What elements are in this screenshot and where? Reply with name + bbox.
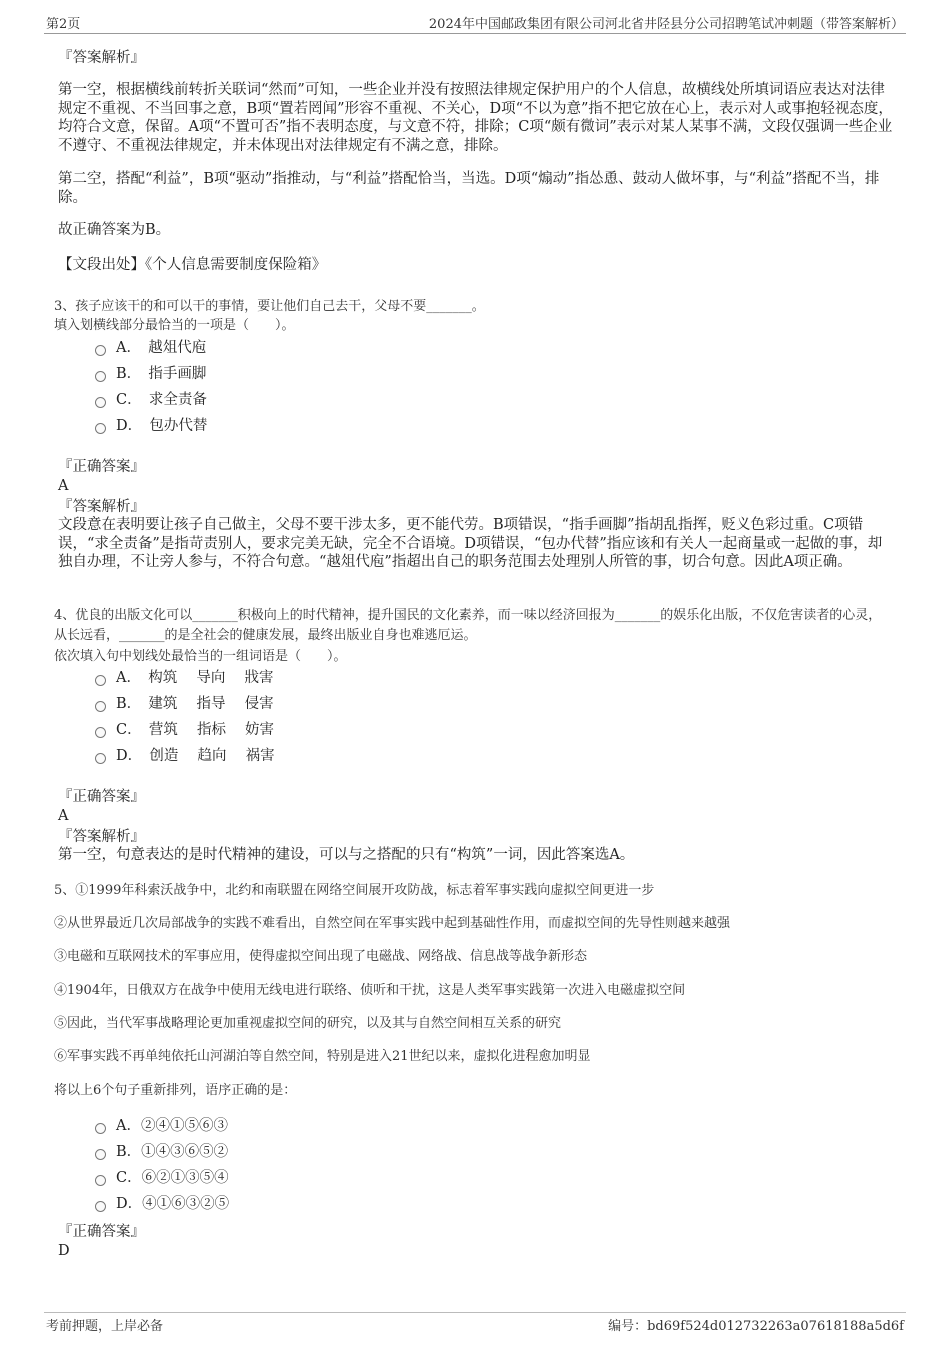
q5-answer-label: 『正确答案』 xyxy=(58,1224,145,1240)
radio-button[interactable] xyxy=(95,701,106,712)
q4-analysis: 第一空，句意表达的是时代精神的建设，可以与之搭配的只有“构筑”一词，因此答案选A。 xyxy=(58,847,635,863)
q3-analysis-label: 『答案解析』 xyxy=(58,499,145,515)
q5-prompt: 将以上6个句子重新排列，语序正确的是： xyxy=(54,1083,297,1098)
radio-button[interactable] xyxy=(95,1201,106,1212)
q4-prompt: 依次填入句中划线处最恰当的一组词语是（ ）。 xyxy=(54,649,347,664)
radio-button[interactable] xyxy=(95,397,106,408)
radio-button[interactable] xyxy=(95,753,106,764)
radio-button[interactable] xyxy=(95,423,106,434)
document-id: 编号：bd69f524d012732263a07618188a5d6f xyxy=(608,1319,904,1334)
radio-button[interactable] xyxy=(95,1175,106,1186)
q5-sentence-5: ⑤因此，当代军事战略理论更加重视虚拟空间的研究，以及其与自然空间相互关系的研究 xyxy=(54,1016,562,1031)
q3-prompt: 填入划横线部分最恰当的一项是（ ）。 xyxy=(54,318,295,333)
q4-stem: 4、优良的出版文化可以_______积极向上的时代精神，提升国民的文化素养，而一味以经济回报为_______的娱乐化出版，不仅危害读者的心灵，从长远看，_______的是全社会的健康发展，最终出版业自身也难逃厄运。 xyxy=(54,608,882,643)
q3-stem: 3、孩子应该干的和可以干的事情，要让他们自己去干，父母不要_______。 xyxy=(54,299,485,314)
q4-analysis-label: 『答案解析』 xyxy=(58,829,145,845)
footer-slogan: 考前押题，上岸必备 xyxy=(46,1319,164,1334)
q2-analysis-p2: 第二空，搭配“利益”，B项“驱动”指推动，与“利益”搭配恰当，当选。D项“煽动”指怂恿、鼓动人做坏事，与“利益”搭配不当，排除。 xyxy=(58,171,880,206)
q3-option-d[interactable]: D． 包办代替 xyxy=(95,416,207,436)
q4-option-c[interactable]: C． 营筑 指标 妨害 xyxy=(95,720,274,740)
q5-option-c[interactable]: C．⑥②①③⑤④ xyxy=(95,1168,229,1188)
q3-answer-label: 『正确答案』 xyxy=(58,459,145,475)
page-header xyxy=(44,13,906,34)
page-footer xyxy=(44,1312,906,1335)
q2-analysis-label: 『答案解析』 xyxy=(58,50,145,66)
q2-answer-conclusion: 故正确答案为B。 xyxy=(58,222,171,238)
q2-source: 【文段出处】《个人信息需要制度保险箱》 xyxy=(58,257,327,273)
q3-option-a[interactable]: A． 越俎代庖 xyxy=(95,338,206,358)
q4-option-d[interactable]: D． 创造 趋向 祸害 xyxy=(95,746,275,766)
radio-button[interactable] xyxy=(95,727,106,738)
document-title: 2024年中国邮政集团有限公司河北省井陉县分公司招聘笔试冲刺题（带答案解析） xyxy=(428,17,904,32)
q5-option-a[interactable]: A．②④①⑤⑥③ xyxy=(95,1116,228,1136)
q5-answer: D xyxy=(58,1243,70,1259)
q3-option-c[interactable]: C． 求全责备 xyxy=(95,390,207,410)
q4-option-b[interactable]: B． 建筑 指导 侵害 xyxy=(95,694,274,714)
radio-button[interactable] xyxy=(95,1123,106,1134)
page-number: 第2页 xyxy=(46,17,81,32)
q2-analysis-p1: 第一空，根据横线前转折关联词“然而”可知，一些企业并没有按照法律规定保护用户的个人信息，故横线处所填词语应表达对法律规定不重视、不当回事之意，B项“置若罔闻”形容不重视、不关心，D项“不以为意”指不把它放在心上，表示对人或事抱轻视态度，均符合文意，保留。A项“不置可否”指不表明态度，与文意不符，排除；C项“颇有微词”表示对某人某事不满，文段仅强调一些企业不遵守、不重视法律规定，并未体现出对法律规定有不满之意，排除。 xyxy=(58,82,893,154)
q4-option-a[interactable]: A． 构筑 导向 戕害 xyxy=(95,668,273,688)
q5-sentence-1: 5、①1999年科索沃战争中，北约和南联盟在网络空间展开攻防战，标志着军事实践向虚拟空间更进一步 xyxy=(54,883,655,898)
q5-option-d[interactable]: D．④①⑥③②⑤ xyxy=(95,1194,229,1214)
radio-button[interactable] xyxy=(95,345,106,356)
q5-sentence-6: ⑥军事实践不再单纯依托山河湖泊等自然空间，特别是进入21世纪以来，虚拟化进程愈加明显 xyxy=(54,1049,591,1064)
radio-button[interactable] xyxy=(95,675,106,686)
q5-sentence-4: ④1904年，日俄双方在战争中使用无线电进行联络、侦听和干扰，这是人类军事实践第一次进入电磁虚拟空间 xyxy=(54,983,686,998)
q5-option-b[interactable]: B．①④③⑥⑤② xyxy=(95,1142,228,1162)
q5-sentence-3: ③电磁和互联网技术的军事应用，使得虚拟空间出现了电磁战、网络战、信息战等战争新形态 xyxy=(54,949,588,964)
q3-analysis: 文段意在表明要让孩子自己做主，父母不要干涉太多，更不能代劳。B项错误，“指手画脚”指胡乱指挥，贬义色彩过重。C项错误，“求全责备”是指苛责别人，要求完美无缺，完全不合语境。D项错误，“包办代替”指应该和有关人一起商量或一起做的事，却独自办理，不让旁人参与，不符合句意。“越俎代庖”指超出自己的职务范围去处理别人所管的事，切合句意。因此A项正确。 xyxy=(58,517,883,570)
q3-answer: A xyxy=(58,478,69,494)
q4-answer: A xyxy=(58,808,69,824)
q3-option-b[interactable]: B． 指手画脚 xyxy=(95,364,206,384)
radio-button[interactable] xyxy=(95,1149,106,1160)
q4-answer-label: 『正确答案』 xyxy=(58,789,145,805)
radio-button[interactable] xyxy=(95,371,106,382)
q5-sentence-2: ②从世界最近几次局部战争的实践不难看出，自然空间在军事实践中起到基础性作用，而虚拟空间的先导性则越来越强 xyxy=(54,916,731,931)
